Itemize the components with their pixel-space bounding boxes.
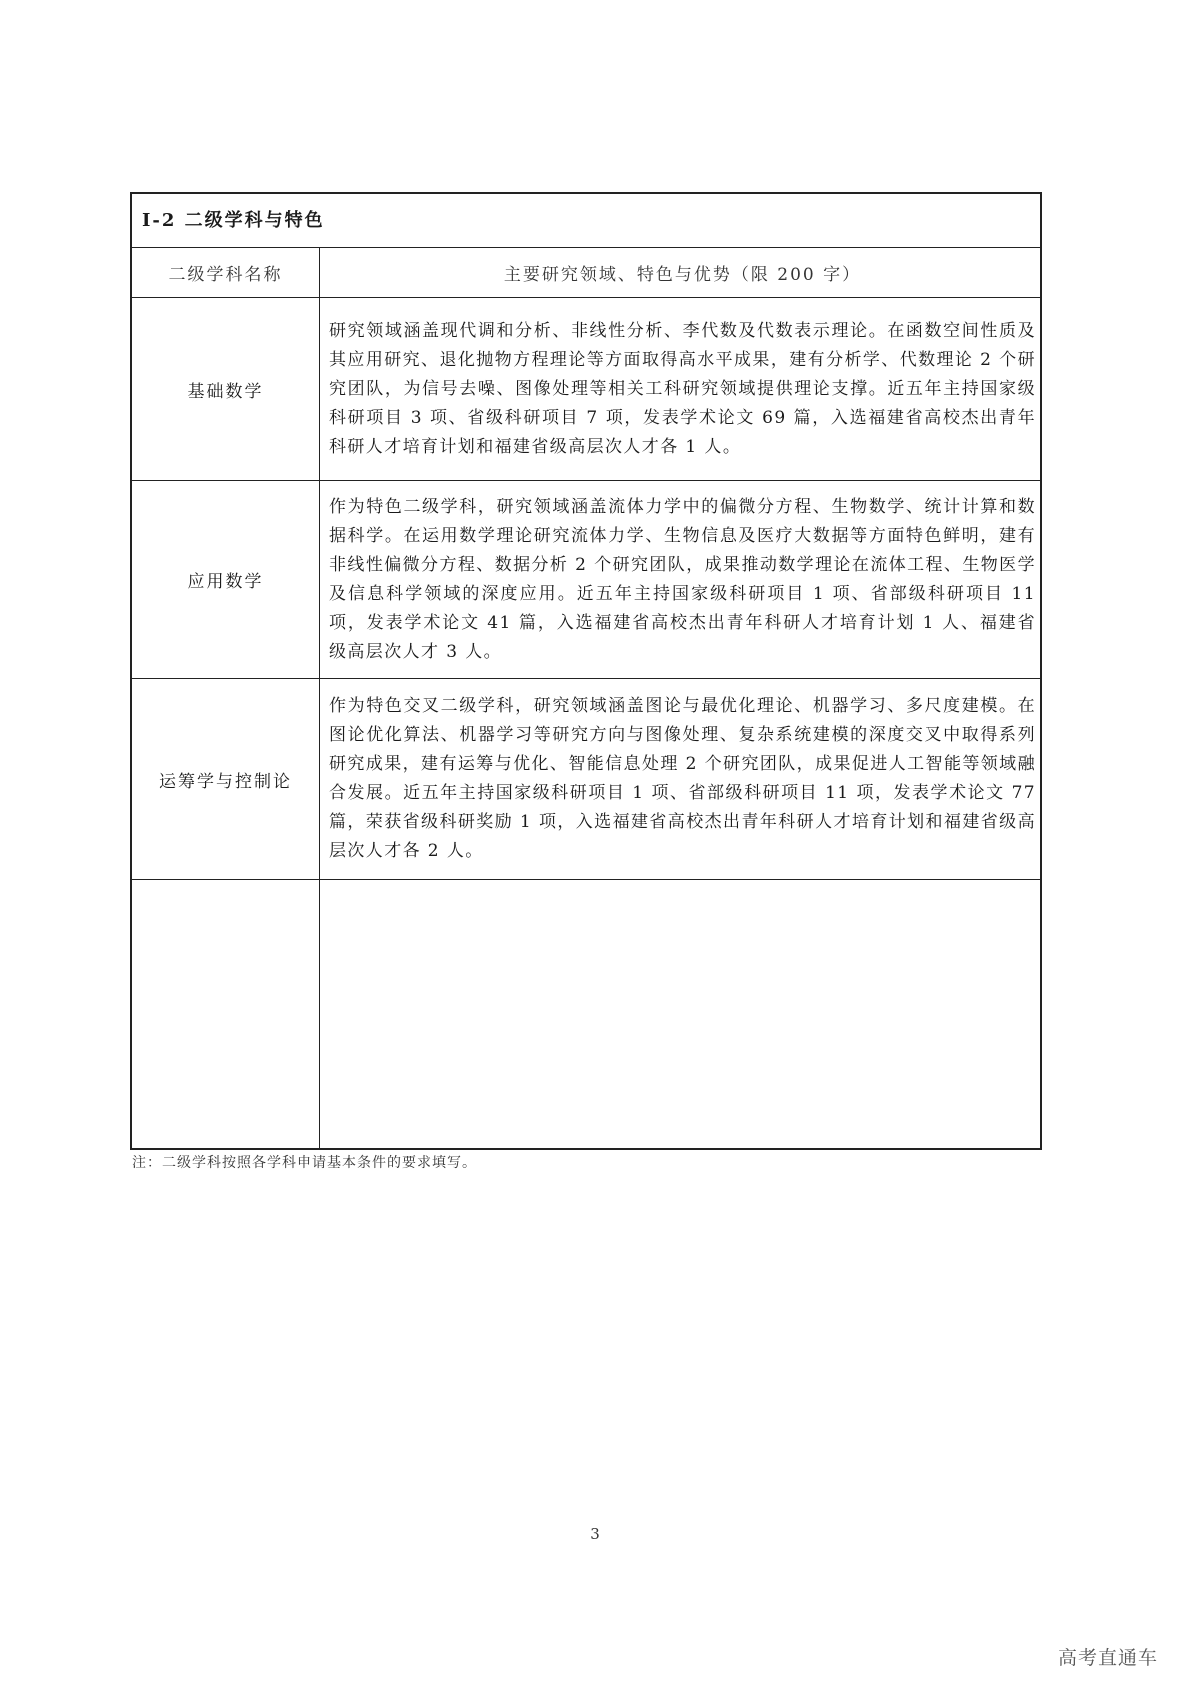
header-subject-description: 主要研究领域、特色与优势（限 200 字） <box>503 265 862 285</box>
table-header-row <box>132 248 1040 298</box>
watermark-text: 高考直通车 <box>1057 1647 1158 1669</box>
table-row <box>132 679 1040 880</box>
section-title: I-2 二级学科与特色 <box>132 194 1040 248</box>
subject-name: 基础数学 <box>187 381 264 402</box>
table-row <box>132 880 1040 1150</box>
table-row <box>132 481 1040 679</box>
subject-name: 运筹学与控制论 <box>159 771 292 792</box>
subject-name: 应用数学 <box>187 572 264 592</box>
table-note: 注：二级学科按照各学科申请基本条件的要求填写。 <box>132 1155 477 1171</box>
subject-description: 研究领域涵盖现代调和分析、非线性分析、李代数及代数表示理论。在函数空间性质及其应用研究、退化抛物方程理论等方面取得高水平成果，建有分析学、代数理论 2 个研究团队，为信号去噪、图像处理等相关工科研究领域提供理论支撑。近五年主持国家级科研项目 3 项、省级科研项目 7 项，发表学术论文 69 篇，入选福建省高校杰出青年科研人才培育计划和福建省级高层次人才各 1 人。 <box>329 320 1036 457</box>
table-row <box>132 298 1040 481</box>
subject-description: 作为特色二级学科，研究领域涵盖流体力学中的偏微分方程、生物数学、统计计算和数据科学。在运用数学理论研究流体力学、生物信息及医疗大数据等方面特色鲜明，建有非线性偏微分方程、数据分析 2 个研究团队，成果推动数学理论在流体工程、生物医学及信息科学领域的深度应用。近五年主持国家级科研项目 1 项、省部级科研项目 11 项，发表学术论文 41 篇，入选福建省高校杰出青年科研人才培育计划 1 人、福建省级高层次人才 3 人。 <box>329 496 1036 662</box>
header-subject-name: 二级学科名称 <box>168 265 283 285</box>
subject-table <box>130 192 1042 1150</box>
subject-name <box>132 880 319 1150</box>
subject-description: 作为特色交叉二级学科，研究领域涵盖图论与最优化理论、机器学习、多尺度建模。在图论优化算法、机器学习等研究方向与图像处理、复杂系统建模的深度交叉中取得系列研究成果，建有运筹与优化、智能信息处理 2 个研究团队，成果促进人工智能等领域融合发展。近五年主持国家级科研项目 1 项、省部级科研项目 11 项，发表学术论文 77 篇，荣获省级科研奖励 1 项，入选福建省高校杰出青年科研人才培育计划和福建省级高层次人才各 2 人。 <box>329 696 1036 861</box>
page-number: 3 <box>590 1525 600 1543</box>
